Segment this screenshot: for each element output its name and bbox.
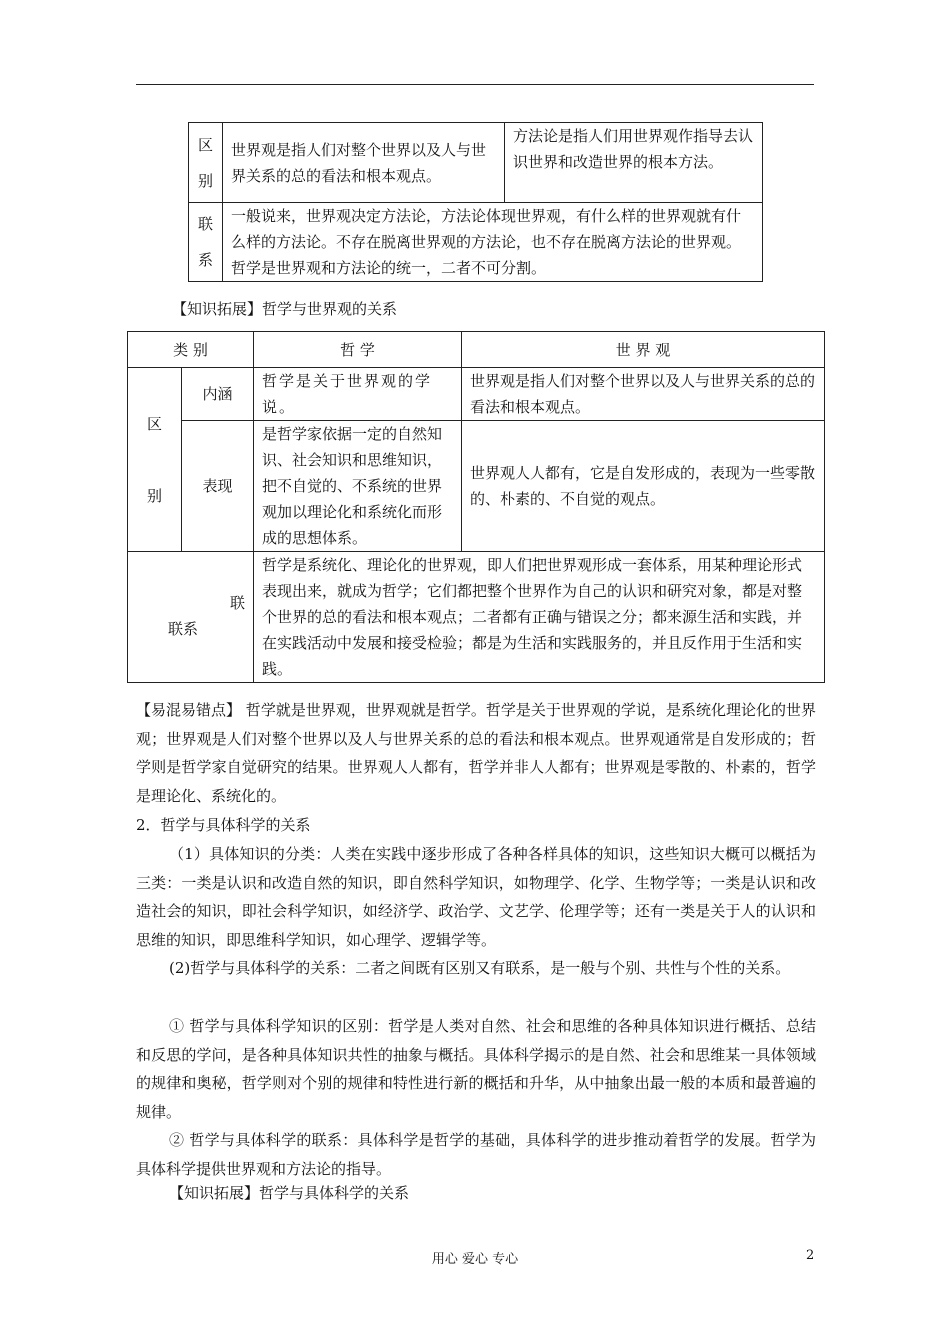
page-number: 2 [806, 1248, 815, 1263]
header-worldview: 世 界 观 [462, 332, 825, 368]
paragraph-connection: ② 哲学与具体科学的联系：具体科学是哲学的基础，具体科学的进步推动着哲学的发展。哲学为具体科学提供世界观和方法论的指导。 [136, 1131, 816, 1178]
header-philosophy: 哲 学 [254, 332, 462, 368]
paragraph-classification: （1）具体知识的分类：人类在实践中逐步形成了各种各样具体的知识，这些知识大概可以概括为三类：一类是认识和改造自然的知识，即自然科学知识，如物理学、化学、生物学等；一类是认识和改造社会的知识，即社会科学知识，如经济学、政治学、文艺学、伦理学等；还有一类是关于人的认识和思维的知识，即思维科学知识，如心理学、逻辑学等。 [136, 845, 816, 949]
qubie-label: 区 别 [128, 368, 182, 552]
section-2-title: 2．哲学与具体科学的关系 [136, 816, 311, 834]
lianxi-label: 联 联系 [128, 552, 254, 683]
lianxi-label: 联 系 [189, 203, 223, 282]
confusion-point-paragraph: 【易混易错点】 哲学就是世界观，世界观就是哲学。哲学是关于世界观的学说，是系统化理论化的世界观；世界观是人们对整个世界以及人与世界关系的总的看法和根本观点。世界观通常是自发形成的；哲学则是哲学家自觉研究的结果。世界观人人都有，哲学并非人人都有；世界观是零散的、朴素的，哲学是理论化、系统化的。 [136, 701, 816, 805]
philosophy-worldview-table [127, 331, 825, 683]
neihan-philosophy: 哲学是关于世界观的学说。 [254, 368, 462, 421]
biaoxian-label: 表现 [182, 421, 254, 552]
footer-motto: 用心 爱心 专心 [431, 1252, 519, 1267]
table-row [128, 368, 825, 421]
worldview-methodology-table [188, 122, 763, 282]
paragraph-difference: ① 哲学与具体科学知识的区别：哲学是人类对自然、社会和思维的各种具体知识进行概括、总结和反思的学问，是各种具体知识共性的抽象与概括。具体科学揭示的是自然、社会和思维某一具体领域的规律和奥秘，哲学则对个别的规律和特性进行新的概括和升华，从中抽象出最一般的本质和最普遍的规律。 [136, 1017, 816, 1121]
qubie-label: 区 别 [189, 123, 223, 203]
biaoxian-philosophy: 是哲学家依据一定的自然知识、社会知识和思维知识，把不自觉的、不系统的世界观加以理论化和系统化而形成的思想体系。 [254, 421, 462, 552]
neihan-worldview: 世界观是指人们对整个世界以及人与世界关系的总的看法和根本观点。 [462, 368, 825, 421]
table-row [128, 421, 825, 552]
table-row [128, 332, 825, 368]
header-category: 类 别 [128, 332, 254, 368]
knowledge-extension-heading-1: 【知识拓展】哲学与世界观的关系 [172, 300, 398, 318]
worldview-definition: 世界观是指人们对整个世界以及人与世界关系的总的看法和根本观点。 [223, 123, 505, 203]
knowledge-extension-heading-2: 【知识拓展】哲学与具体科学的关系 [169, 1184, 410, 1202]
neihan-label: 内涵 [182, 368, 254, 421]
biaoxian-worldview: 世界观人人都有，它是自发形成的，表现为一些零散的、朴素的、不自觉的观点。 [462, 421, 825, 552]
methodology-definition: 方法论是指人们用世界观作指导去认识世界和改造世界的根本方法。 [505, 123, 763, 203]
table-row [189, 123, 763, 203]
header-rule [136, 84, 814, 85]
paragraph-relation: (2)哲学与具体科学的关系：二者之间既有区别又有联系，是一般与个别、共性与个性的关系。 [169, 959, 791, 977]
table-row [128, 552, 825, 683]
lianxi-text: 哲学是系统化、理论化的世界观，即人们把世界观形成一套体系，用某种理论形式表现出来，就成为哲学；它们都把整个世界作为自己的认识和研究对象，都是对整个世界的总的看法和根本观点；二者都有正确与错误之分；都来源生活和实践，并在实践活动中发展和接受检验；都是为生活和实践服务的，并且反作用于生活和实践。 [254, 552, 825, 683]
lianxi-text: 一般说来，世界观决定方法论，方法论体现世界观，有什么样的世界观就有什么样的方法论。不存在脱离世界观的方法论，也不存在脱离方法论的世界观。哲学是世界观和方法论的统一，二者不可分割。 [223, 203, 763, 282]
table-row [189, 203, 763, 282]
